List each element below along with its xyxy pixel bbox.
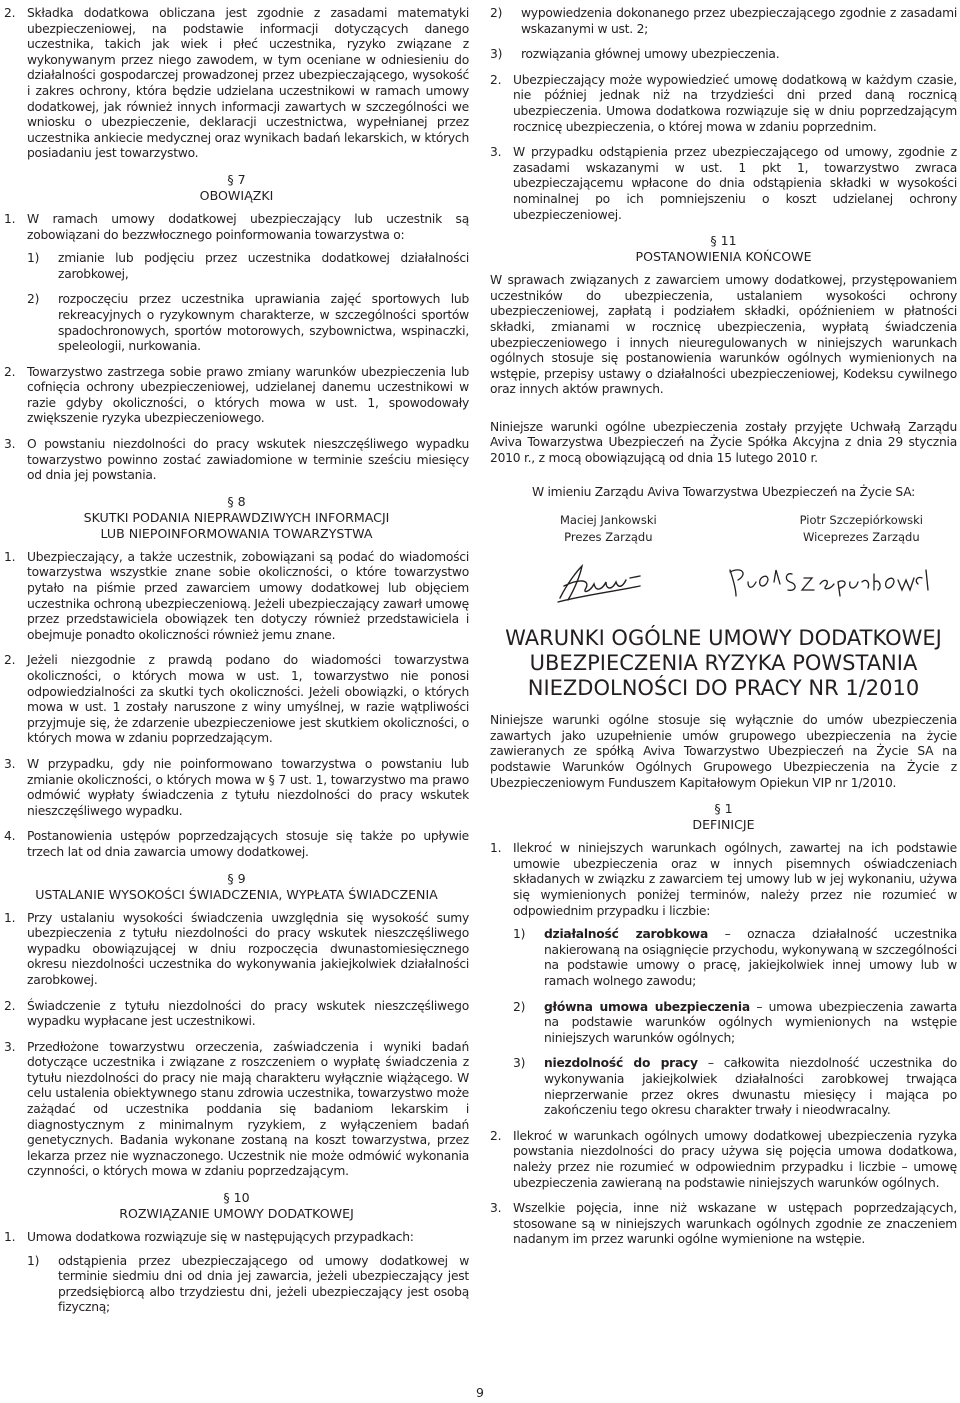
item-text: Świadczenie z tytułu niezdolności do pracy wskutek nieszczęśliwego wypadku wypłacane jest uczestnikowi.: [27, 998, 469, 1029]
sub-item-number: 2): [490, 6, 503, 20]
list-item: [490, 73, 957, 135]
list-item: [4, 1040, 469, 1180]
item-text: Przy ustalaniu wysokości świadczenia uwzględnia się wysokość sumy ubezpieczenia z tytułu niezdolności do pracy wskutek nieszczęśliwego wypadku obowiązującej w dniu rozpoczęcia dwunastomiesięcznego okresu niezdolności uczestnika do wykonywania jakiejkolwiek działalności zarobkowej.: [27, 910, 469, 987]
sub-item-text: zmianie lub podjęciu przez uczestnika dodatkowej działalności zarobkowej,: [58, 251, 469, 281]
item-text: Jeżeli niezgodnie z prawdą podano do wiadomości towarzystwa okoliczności, o których mowa w ust. 1, towarzystwo nie ponosi odpowiedzialności za skutki tych okoliczności. Jeżeli obowiązki, o których mowa w ust. 1 zostały naruszone z winy umyślnej, w razie wątpliwości przyjmuje się, że zdarzenie ubezpieczeniowe jest skutkiem okoliczności, o których mowa w zdaniu poprzedzającym.: [27, 653, 469, 746]
list-item: [4, 1230, 469, 1316]
sub-item: [27, 251, 469, 282]
item-text: W ramach umowy dodatkowej ubezpieczający lub uczestnik są zobowiązani do bezzwłocznego poinformowania towarzystwa o:: [27, 211, 469, 242]
sub-item-number: 3): [490, 47, 503, 62]
item-text: Składka dodatkowa obliczana jest zgodnie z zasadami matematyki ubezpieczeniowej, na podstawie informacji dotyczących danego uczestnika, takich jak wiek i płeć uczestnika, ryzyko związane z wykonywanym przez niego zawodem, w tym oceniane w odniesieniu do działalności gospodarczej prowadzonej przez ubezpieczającego, wysokość i zakres ochrony, która będzie udzielana uczestnikowi w ramach umowy dodatkowej, jak również innych informacji zawartych w szczególności we wniosku o ubezpieczenie, deklaracji uczestnictwa, wypełnianej przez uczestnika ankiecie medycznej oraz wynikach badań lekarskich, w których posiadaniu jest towarzystwo.: [27, 6, 469, 161]
sub-item: [27, 1254, 469, 1316]
list-item: [4, 212, 469, 355]
signer-name: Maciej Jankowski: [560, 513, 657, 528]
signer-president: [560, 512, 657, 546]
list-item: [4, 999, 469, 1030]
list-item: [4, 437, 469, 484]
section-title: POSTANOWIENIA KOŃCOWE: [635, 249, 812, 265]
list-item: [490, 145, 957, 223]
sub-item: [27, 292, 469, 354]
item-text: Ilekroć w warunkach ogólnych umowy dodatkowej ubezpieczenia ryzyka powstania niezdolności do pracy używa się pojęcia umowa dodatkowa, należy przez nie rozumieć w odpowiednim przypadku i liczbie – umowę ubezpieczenia zawieraną na podstawie niniejszych warunków ogólnych.: [513, 1128, 957, 1190]
title-line-1: WARUNKI OGÓLNE UMOWY DODATKOWEJ: [505, 626, 942, 651]
section-title-line-2: LUB NIEPOINFORMOWANIA TOWARZYSTWA: [100, 525, 373, 541]
scope-text: Niniejsze warunki ogólne stosuje się wyłącznie do umów ubezpieczenia zawartych jako uzupełnienie umów grupowego ubezpieczenia na życie zawieranych ze spółką Aviva Towarzystwo Ubezpieczeń na Życie SA na podstawie Warunków Ogólnych Grupowego Ubezpieczenia na Życie z Ubezpieczeniowym Funduszem Kapitałowym Opiekun VIP nr 1/2010.: [490, 713, 957, 790]
sub-item-number: 1): [27, 251, 40, 266]
item-number: 3.: [490, 1201, 502, 1216]
item-number: 3.: [4, 437, 16, 452]
item-number: 2.: [490, 72, 502, 87]
list-item: [490, 1129, 957, 1191]
paragraph-number: § 11: [710, 233, 737, 249]
item-number: 3.: [4, 1039, 16, 1054]
item-number: 1.: [4, 211, 16, 226]
item-text: Ubezpieczający może wypowiedzieć umowę dodatkową w każdym czasie, nie później jednak niż na trzydzieści dni przed daną rocznicą ubezpieczenia. Umowa dodatkowa rozwiązuje się w dniu poprzedzającym rocznicę ubezpieczenia, o której mowa w zdaniu poprzednim.: [513, 72, 957, 134]
section-heading-1: [490, 801, 957, 833]
sub-item-text: odstąpienia przez ubezpieczającego od umowy dodatkowej w terminie siedmiu dni od dnia jej zawarcia, jeżeli ubezpieczający jest przedsiębiorcą albo trzydziestu dni, jeżeli ubezpieczający jest osobą fizyczną;: [58, 1253, 469, 1315]
item-text: Ilekroć w niniejszych warunkach ogólnych, zawartej na ich podstawie umowie ubezpieczenia oraz w innych pisemnych oświadczeniach składanych w związku z zawarciem tej umowy lub w jej wykonaniu, używa się wymienionych poniżej terminów, należy przez nie rozumieć w odpowiednim przypadku i liczbie:: [513, 841, 957, 918]
list-item: [4, 6, 469, 162]
list-item: [4, 757, 469, 819]
item-text: Postanowienia ustępów poprzedzających stosuje się także po upływie trzech lat od dnia zawarcia umowy dodatkowej.: [27, 829, 469, 859]
section-title: ROZWIĄZANIE UMOWY DODATKOWEJ: [119, 1206, 354, 1222]
sub-item-number: 1): [513, 927, 526, 942]
definition-term: niezdolność do pracy: [544, 1056, 698, 1071]
paragraph-number: § 9: [227, 870, 246, 886]
title-line-3: NIEZDOLNOŚCI DO PRACY NR 1/2010: [527, 676, 920, 701]
item-text: W przypadku odstąpienia przez ubezpieczającego od umowy, zgodnie z zasadami wskazanymi w ust. 1 pkt 1, towarzystwo zwraca ubezpieczającemu wpłacone do dnia odstąpienia składki w wysokości nominalnej po ich pomniejszeniu o koszt udzielanej ochrony ubezpieczeniowej.: [513, 145, 957, 222]
item-number: 2.: [4, 364, 16, 379]
section-heading-10: [4, 1190, 469, 1222]
signature-president: [558, 566, 640, 602]
list-item: [4, 911, 469, 989]
definition-item: [513, 1000, 957, 1047]
document-main-title: [490, 626, 957, 701]
item-number: 1.: [4, 549, 16, 564]
list-item: [4, 365, 469, 427]
signers: [490, 512, 957, 546]
paragraph-number: § 8: [227, 493, 246, 509]
sub-item-text: wypowiedzenia dokonanego przez ubezpieczającego zgodnie z zasadami wskazanymi w ust. 2;: [521, 6, 957, 36]
definition-text: – oznacza działalność uczestnika nakierowaną na osiągnięcie przychodu, wykonywaną w szczególności na podstawie umowy o pracę, jakiejkolwiek innej umowy lub w ramach wolnego zawodu;: [544, 927, 957, 988]
sub-item-number: 3): [513, 1056, 526, 1071]
item-text: Ubezpieczający, a także uczestnik, zobowiązani są podać do wiadomości towarzystwa wszystkie znane sobie okoliczności, o które towarzystwo pytało na piśmie przed zawarciem umowy dodatkowej lub objęciem uczestnika ochroną ubezpieczeniową. Jeżeli ubezpieczający zawarł umowę przez przedstawiciela obowiązek ten dotyczy również przedstawiciela i obejmuje ponadto okoliczności również jemu znane.: [27, 549, 469, 642]
signer-role: Wiceprezes Zarządu: [802, 530, 920, 545]
item-text: O powstaniu niezdolności do pracy wskutek nieszczęśliwego wypadku towarzystwo powinno zostać zawiadomione w terminie sześciu miesięcy od dnia jej powstania.: [27, 437, 469, 483]
definition-item: [513, 927, 957, 989]
final-provisions-text: W sprawach związanych z zawarciem umowy dodatkowej, przystępowaniem uczestników do ubezpieczenia, ustalaniem wysokości ochrony ubezpieczeniowej, zapłatą i podziałem składki, opóźnieniem w płatności składki, zmianami w rocznicę ubezpieczenia, wypłatą świadczenia ubezpieczeniowego i innych nieuregulowanych w niniejszych warunkach ogólnych stosuje się postanowienia warunków ogólnych wymienionych na wstępie, przepisy ustawy o działalności ubezpieczeniowej, Kodeksu cywilnego oraz innych aktów prawnych.: [490, 273, 957, 397]
item-number: 1.: [4, 1230, 16, 1245]
item-text: Przedłożone towarzystwu orzeczenia, zaświadczenia i wyniki badań dotyczące uczestnika i związane z roszczeniem o wypłatę świadczenia z tytułu niezdolności do pracy nie mają charakteru wyłącznie wiążącego. W celu ustalenia obiektywnego stanu zdrowia uczestnika, towarzystwo może zażądać od uczestnika poddania się badaniom lekarskim i diagnostycznym z minimalnym ryzykiem, z wyłączeniem badań genetycznych. Badania wykonane zostaną na koszt towarzystwa, przez lekarza przez nie wyznaczonego. Uczestnik nie może odmówić wykonania czynności, o których mowa w zdaniu poprzedzającym.: [27, 1039, 469, 1179]
item-number: 2.: [4, 6, 16, 20]
left-column: [4, 6, 469, 1326]
section-heading-11: [490, 233, 957, 265]
section-heading-7: [4, 172, 469, 204]
section-title: OBOWIĄZKI: [199, 187, 274, 203]
item-text: Umowa dodatkowa rozwiązuje się w następujących przypadkach:: [27, 1230, 414, 1245]
definition-term: działalność zarobkowa: [544, 927, 709, 942]
paragraph-number: § 7: [227, 171, 246, 187]
section-title: USTALANIE WYSOKOŚCI ŚWIADCZENIA, WYPŁATA ŚWIADCZENIA: [35, 886, 438, 902]
definition-text: – całkowita niezdolność uczestnika do wykonywania jakiejkolwiek działalności zarobkowej trwająca nieprzerwanie przez okres dwunastu miesięcy i mająca po zakończeniu tego okresu charakter trwały i nieodwracalny.: [544, 1056, 958, 1118]
item-number: 2.: [4, 653, 16, 668]
item-number: 3.: [4, 756, 16, 771]
list-item: [4, 653, 469, 747]
definition-item: [513, 1056, 957, 1118]
page-number: 9: [476, 1385, 484, 1400]
title-line-2: UBEZPIECZENIA RYZYKA POWSTANIA: [529, 651, 918, 676]
sub-item-number: 1): [27, 1253, 40, 1268]
sub-item-text: rozpoczęciu przez uczestnika uprawiania zajęć sportowych lub rekreacyjnych o ryzykownym charakterze, w szczególności sportów spadochronowych, sportów motorowych, szybownictwa, wspinaczki, speleologii, nurkowania.: [58, 292, 469, 354]
item-text: Towarzystwo zastrzega sobie prawo zmiany warunków ubezpieczenia lub cofnięcia ochrony ubezpieczeniowej, udzielanej danemu uczestnikowi w razie gdyby okoliczności, o których mowa w ust. 1, spowodowały zwiększenie ryzyka ubezpieczeniowego.: [27, 364, 469, 426]
sub-item: [490, 47, 957, 63]
item-number: 2.: [4, 998, 16, 1013]
sub-item: [490, 6, 957, 37]
section-heading-8: [4, 494, 469, 542]
item-text: W przypadku, gdy nie poinformowano towarzystwa o powstaniu lub zmianie okoliczności, o których mowa w § 7 ust. 1, towarzystwo ma prawo odmówić wypłaty świadczenia z tytułu niezdolności do pracy wskutek nieszczęśliwego wypadku.: [27, 756, 469, 818]
signer-name: Piotr Szczepiórkowski: [799, 513, 923, 528]
list-item: [490, 1201, 957, 1248]
definition-term: główna umowa ubezpieczenia: [544, 999, 750, 1014]
item-number: 4.: [4, 829, 16, 844]
signature-vice-president: [730, 570, 928, 596]
right-column: [490, 6, 957, 1258]
definition-text: – umowa ubezpieczenia zawarta na podstawie warunków ogólnych wymienionych na wstępie niniejszych warunków ogólnych;: [544, 999, 957, 1045]
item-number: 2.: [490, 1128, 502, 1143]
item-number: 1.: [4, 910, 16, 925]
signer-role: Prezes Zarządu: [564, 530, 653, 545]
signer-vice-president: [800, 512, 923, 546]
handwritten-signatures: [490, 552, 957, 612]
paragraph-number: § 10: [223, 1190, 250, 1206]
sub-item-text: rozwiązania głównej umowy ubezpieczenia.: [521, 47, 780, 62]
sub-item-number: 2): [513, 999, 526, 1014]
item-text: Wszelkie pojęcia, inne niż wskazane w ustępach poprzedzających, stosowane są w niniejszych warunkach ogólnych zgodnie ze znaczeniem nadanym im przez warunki ogólne wymienione na wstępie.: [513, 1201, 957, 1247]
section-title: DEFINICJE: [692, 817, 755, 833]
board-intro: W imieniu Zarządu Aviva Towarzystwa Ubezpieczeń na Życie SA:: [531, 484, 916, 499]
item-number: 1.: [490, 841, 502, 856]
sub-item-number: 2): [27, 292, 40, 307]
section-title-line-1: SKUTKI PODANIA NIEPRAWDZIWYCH INFORMACJI: [83, 509, 390, 525]
list-item: [4, 550, 469, 644]
adoption-statement: Niniejsze warunki ogólne ubezpieczenia zostały przyjęte Uchwałą Zarządu Aviva Towarzystwa Ubezpieczeń na Życie Spółka Akcyjna z dnia 29 stycznia 2010 r., z mocą obowiązującą od dnia 15 lutego 2010 r.: [490, 419, 957, 466]
section-heading-9: [4, 871, 469, 903]
list-item: [4, 829, 469, 860]
item-number: 3.: [490, 145, 502, 160]
list-item: [490, 841, 957, 1119]
signatures: [490, 552, 957, 612]
paragraph-number: § 1: [714, 801, 733, 817]
